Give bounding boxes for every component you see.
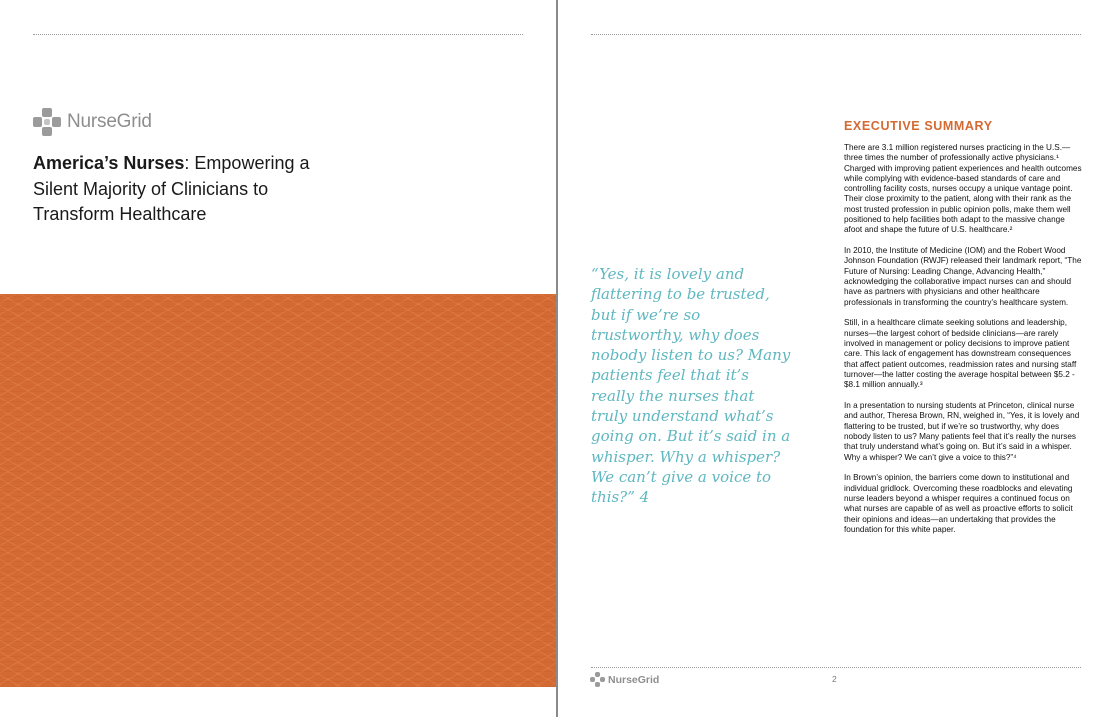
cover-title	[33, 151, 343, 228]
nursegrid-cross-icon	[33, 108, 61, 136]
body-paragraph: There are 3.1 million registered nurses practicing in the U.S.—three times the number of professionally active physicians.¹ Charged with improving patient experiences and health outcomes while complying with evidence-based standards of care and controlling facility costs, nurses occupy a unique vantage point. Their close proximity to the patient, along with their rank as the most trusted profession in public opinion polls, make them well positioned to help facilities both adapt to the massive change afoot and shape the future of U.S. healthcare.²	[844, 143, 1082, 235]
orange-pattern-band	[0, 294, 556, 687]
body-paragraph: Still, in a healthcare climate seeking solutions and leadership, nurses—the largest cohort of bedside clinicians—are rarely involved in management or policy decisions to improve patient care. This lack of engagement has downstream consequences that affect patient outcomes, readmission rates and nursing staff turnover—the latter costing the average hospital between $5.2 - $8.1 million annually.³	[844, 318, 1077, 390]
pull-quote: “Yes, it is lovely and flattering to be trusted, but if we’re so trustworthy, why does nobody listen to us? Many patients feel that it’s really the nurses that truly understand what’s going on. But it’s said in a whisper. Why a whisper? We can’t give a voice to this?” 4	[591, 265, 791, 507]
executive-summary-body	[844, 143, 1084, 546]
top-dotted-rule	[33, 34, 523, 35]
footer-dotted-rule	[591, 667, 1081, 668]
top-dotted-rule	[591, 34, 1081, 35]
section-heading: EXECUTIVE SUMMARY	[844, 119, 993, 133]
nursegrid-cross-icon	[590, 672, 605, 687]
logo-wordmark: NurseGrid	[67, 111, 152, 132]
cover-title-rest: : Empowering a Silent Majority of Clinicians to Transform Healthcare	[33, 153, 310, 224]
body-paragraph: In a presentation to nursing students at Princeton, clinical nurse and author, Theresa Brown, RN, weighed in, “Yes, it is lovely and flattering to be trusted, but if we’re so trustworthy, why does nobody listen to us? Many patients feel that it’s really the nurses that truly understand what’s going on. But it’s said in a whisper. Why a whisper? We can’t give a voice to this?”⁴	[844, 401, 1080, 462]
nursegrid-logo	[33, 108, 152, 136]
page-number: 2	[832, 674, 837, 684]
content-page	[558, 0, 1111, 717]
body-paragraph: In 2010, the Institute of Medicine (IOM) and the Robert Wood Johnson Foundation (RWJF) released their landmark report, “The Future of Nursing: Leading Change, Advancing Health,” acknowledging the collaborative impact nurses can and should have as partners with physicians and other healthcare professionals in transforming the country’s healthcare system.	[844, 246, 1082, 307]
footer-logo-wordmark: NurseGrid	[608, 673, 660, 686]
body-paragraph: In Brown’s opinion, the barriers come down to institutional and individual gridlock. Overcoming these roadblocks and elevating nurse leaders beyond a whisper requires a continued focus on what nurses are capable of as well as proactive efforts to solicit their opinions and ideas—an undertaking that provides the foundation for this white paper.	[844, 473, 1073, 534]
footer-logo	[590, 672, 659, 687]
cover-title-strong: America’s Nurses	[33, 153, 185, 173]
